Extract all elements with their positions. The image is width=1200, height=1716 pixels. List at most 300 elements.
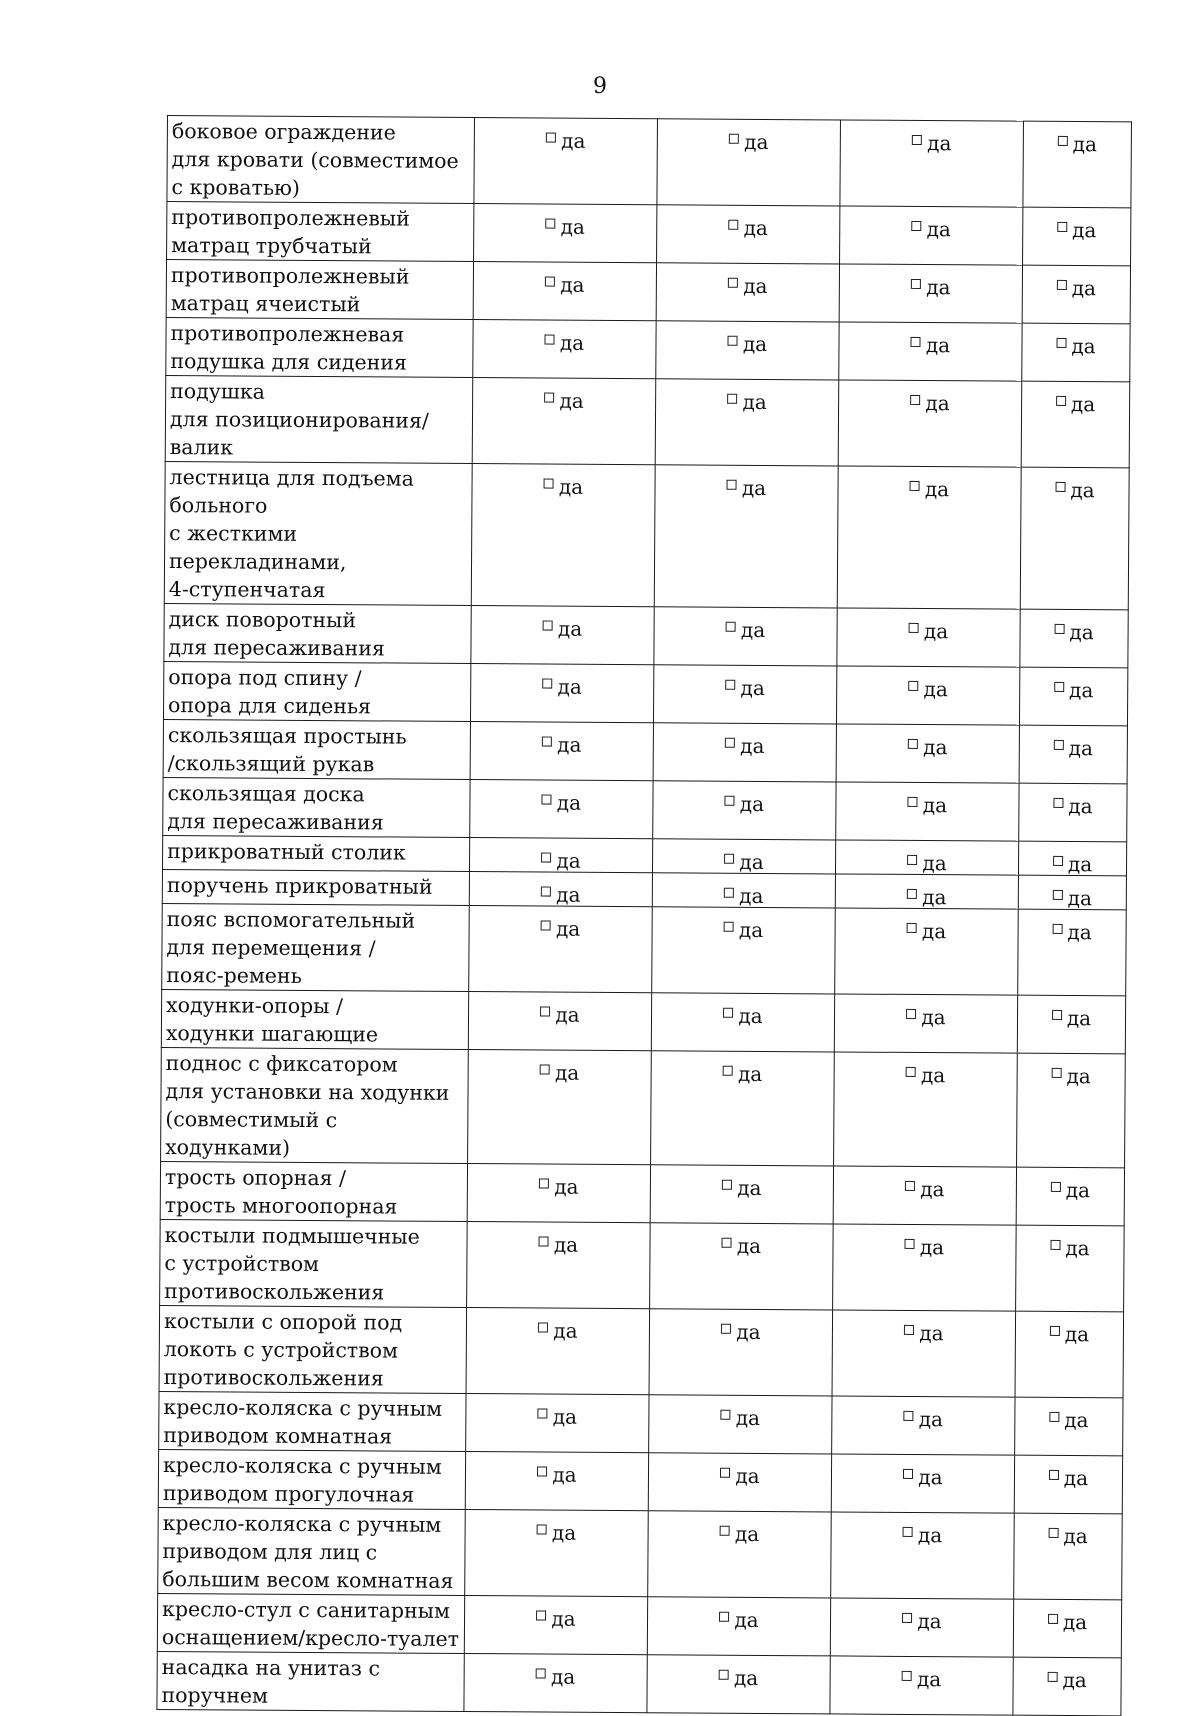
equipment-name: кресло-коляска с ручным приводом для лиц с большим весом комнатная [158,1507,466,1595]
yes-option[interactable] [903,1524,942,1546]
checkbox-icon[interactable] [541,852,551,862]
checkbox-icon[interactable] [905,1239,915,1249]
yes-option[interactable] [1053,853,1092,875]
yes-option[interactable] [721,1321,760,1343]
checkbox-icon[interactable] [907,855,917,865]
checkbox-icon[interactable] [908,797,918,807]
option-cell [470,780,653,839]
equipment-name: подушка для позиционирования/ валик [165,375,473,463]
yes-option[interactable] [910,478,949,500]
yes-label: да [552,1462,577,1487]
yes-option[interactable] [543,676,582,698]
yes-option[interactable] [719,1609,758,1631]
yes-option[interactable] [1050,1323,1089,1345]
yes-option[interactable] [544,390,583,412]
yes-option[interactable] [540,1003,579,1025]
yes-label: да [556,848,581,873]
checkbox-icon[interactable] [727,480,737,490]
yes-label: да [550,1664,576,1689]
yes-label: да [1063,1523,1088,1549]
yes-option[interactable] [539,1175,578,1197]
yes-option[interactable] [541,917,580,939]
yes-option[interactable] [1048,1611,1087,1633]
yes-label: да [1071,334,1096,359]
checkbox-icon[interactable] [1049,1470,1059,1480]
yes-label: да [917,1609,942,1634]
checkbox-icon[interactable] [1056,396,1066,406]
yes-option[interactable] [729,217,768,239]
checkbox-icon[interactable] [540,1064,550,1074]
yes-option[interactable] [908,794,947,816]
equipment-name: ходунки-опоры / ходунки шагающие [161,989,468,1049]
checkbox-icon[interactable] [906,1009,916,1019]
yes-option[interactable] [728,333,767,355]
yes-label: да [920,1177,945,1202]
checkbox-icon[interactable] [544,479,554,489]
yes-option[interactable] [727,391,766,413]
option-cell [656,263,839,322]
yes-label: да [918,1407,944,1432]
option-cell [654,465,838,608]
checkbox-icon[interactable] [1058,136,1068,146]
yes-option[interactable] [537,1521,576,1543]
yes-label: да [918,1465,943,1490]
yes-option[interactable] [538,1319,577,1341]
checkbox-icon[interactable] [537,1524,547,1534]
checkbox-icon[interactable] [910,395,920,405]
option-cell [468,1050,652,1165]
checkbox-icon[interactable] [726,622,736,632]
equipment-table [156,115,1132,1716]
yes-option[interactable] [907,852,946,874]
table-row [163,719,1127,783]
option-cell [469,872,652,907]
checkbox-icon[interactable] [904,1325,914,1335]
yes-option[interactable] [1057,219,1096,241]
yes-option[interactable] [1049,1467,1088,1489]
yes-label: да [560,214,585,239]
yes-option[interactable] [1048,1525,1087,1547]
yes-option[interactable] [1052,921,1091,943]
option-cell [657,119,841,206]
table-row [159,1305,1124,1397]
checkbox-icon[interactable] [1048,1528,1058,1538]
yes-option[interactable] [1049,1409,1088,1431]
option-cell [831,1454,1014,1513]
checkbox-icon[interactable] [725,796,735,806]
yes-label: да [919,1235,945,1260]
yes-option[interactable] [723,1063,762,1085]
yes-label: да [744,129,769,154]
yes-label: да [551,1520,577,1545]
table-row [157,1651,1121,1715]
yes-option[interactable] [546,216,585,238]
option-cell [465,1452,648,1511]
option-cell [469,906,653,993]
yes-option[interactable] [725,735,764,757]
equipment-name: костыли с опорой под локоть с устройством противоскольжения [159,1305,467,1393]
yes-option[interactable] [902,1668,941,1690]
option-cell [1023,207,1131,266]
yes-option[interactable] [1056,393,1095,415]
option-cell [650,1223,834,1310]
option-cell [466,1394,649,1453]
yes-label: да [1062,1609,1088,1635]
yes-option[interactable] [728,275,767,297]
checkbox-icon[interactable] [905,1181,915,1191]
yes-label: да [1065,1235,1090,1261]
checkbox-icon[interactable] [546,219,556,229]
checkbox-icon[interactable] [912,135,922,145]
checkbox-icon[interactable] [727,394,737,404]
yes-label: да [922,851,947,876]
equipment-name: лестница для подъема больного с жесткими перекладинами, 4-ступенчатая [164,461,472,605]
yes-option[interactable] [537,1463,576,1485]
checkbox-icon[interactable] [729,220,739,230]
checkbox-icon[interactable] [911,337,921,347]
yes-option[interactable] [724,851,763,873]
checkbox-icon[interactable] [543,621,553,631]
option-cell [654,607,837,666]
equipment-name: пояс вспомогательный для перемещения / пояс-ремень [162,903,470,991]
checkbox-icon[interactable] [1054,740,1064,750]
yes-label: да [554,1174,579,1199]
option-cell [652,907,836,994]
checkbox-icon[interactable] [1056,338,1066,348]
table-row [158,1507,1123,1599]
option-cell [653,723,836,782]
checkbox-icon[interactable] [542,795,552,805]
yes-option[interactable] [727,477,766,499]
checkbox-icon[interactable] [1054,624,1064,634]
yes-label: да [1069,619,1094,645]
yes-option[interactable] [721,1407,760,1429]
yes-label: да [923,677,948,702]
yes-label: да [926,275,951,300]
checkbox-icon[interactable] [728,336,738,346]
yes-option[interactable] [903,1466,942,1488]
yes-option[interactable] [722,1177,761,1199]
yes-option[interactable] [907,886,946,908]
checkbox-icon[interactable] [539,1178,549,1188]
table-row [158,1449,1122,1513]
checkbox-icon[interactable] [538,1322,548,1332]
yes-option[interactable] [911,334,950,356]
yes-option[interactable] [1054,621,1093,643]
option-cell [1020,467,1129,610]
yes-option[interactable] [1054,737,1093,759]
checkbox-icon[interactable] [720,1526,730,1536]
yes-label: да [739,883,764,908]
yes-option[interactable] [1051,1065,1090,1087]
checkbox-icon[interactable] [536,1610,546,1620]
checkbox-icon[interactable] [544,393,554,403]
yes-option[interactable] [1055,479,1094,501]
checkbox-icon[interactable] [908,739,918,749]
option-cell [831,1512,1015,1599]
yes-option[interactable] [1051,1179,1090,1201]
yes-label: да [1067,851,1093,877]
equipment-name: кресло-стул с санитарным оснащением/кресло-туалет [157,1593,464,1653]
checkbox-icon[interactable] [1054,682,1064,692]
yes-label: да [742,389,767,414]
yes-label: да [926,217,951,242]
yes-label: да [559,388,584,413]
yes-option[interactable] [910,392,949,414]
yes-option[interactable] [906,1064,945,1086]
checkbox-icon[interactable] [909,623,919,633]
equipment-name: боковое ограждение для кровати (совместимое с кроватью) [167,116,475,204]
checkbox-icon[interactable] [538,1408,548,1418]
checkbox-icon[interactable] [719,1612,729,1622]
checkbox-icon[interactable] [902,1613,912,1623]
option-cell [1016,1225,1125,1312]
checkbox-icon[interactable] [1057,222,1067,232]
yes-option[interactable] [906,1006,945,1028]
option-cell [474,118,658,205]
yes-option[interactable] [541,850,580,872]
checkbox-icon[interactable] [721,1324,731,1334]
equipment-name: диск поворотный для пересаживания [164,603,471,663]
checkbox-icon[interactable] [725,738,735,748]
yes-option[interactable] [545,332,584,354]
checkbox-icon[interactable] [1052,1068,1062,1078]
option-cell [466,1308,650,1395]
option-cell [835,908,1019,995]
checkbox-icon[interactable] [1051,1182,1061,1192]
checkbox-icon[interactable] [1048,1614,1058,1624]
checkbox-icon[interactable] [722,1238,732,1248]
checkbox-icon[interactable] [1053,890,1063,900]
yes-option[interactable] [722,1235,761,1257]
yes-option[interactable] [902,1610,941,1632]
yes-option[interactable] [905,1178,944,1200]
yes-option[interactable] [545,274,584,296]
checkbox-icon[interactable] [536,1668,546,1678]
option-cell [653,781,836,840]
option-cell [837,466,1021,609]
checkbox-icon[interactable] [723,1066,733,1076]
option-cell [655,379,839,466]
checkbox-icon[interactable] [541,886,551,896]
equipment-name: прикроватный столик [162,835,469,871]
yes-option[interactable] [904,1408,943,1430]
yes-option[interactable] [1058,133,1097,155]
checkbox-icon[interactable] [543,679,553,689]
option-cell [838,380,1022,467]
option-cell [835,840,1018,875]
checkbox-icon[interactable] [728,278,738,288]
checkbox-icon[interactable] [724,922,734,932]
option-cell [1020,609,1128,668]
checkbox-icon[interactable] [545,335,555,345]
checkbox-icon[interactable] [1050,1240,1060,1250]
yes-option[interactable] [544,476,583,498]
option-cell [647,1597,830,1656]
yes-option[interactable] [726,677,765,699]
yes-option[interactable] [908,736,947,758]
option-cell [832,1310,1016,1397]
yes-option[interactable] [719,1667,758,1689]
yes-option[interactable] [536,1665,575,1687]
yes-option[interactable] [725,793,764,815]
yes-label: да [922,885,947,910]
checkbox-icon[interactable] [539,1236,549,1246]
yes-option[interactable] [538,1405,577,1427]
yes-label: да [919,1321,944,1346]
yes-label: да [1068,793,1093,819]
yes-label: да [925,333,951,358]
equipment-name: скользящая доска для пересаживания [163,777,470,837]
yes-option[interactable] [542,734,581,756]
option-cell [465,1510,649,1597]
checkbox-icon[interactable] [723,1008,733,1018]
page-number: 9 [593,74,607,99]
yes-option[interactable] [907,920,946,942]
yes-option[interactable] [909,620,948,642]
option-cell [473,262,656,321]
checkbox-icon[interactable] [724,854,734,864]
yes-option[interactable] [1047,1669,1086,1691]
yes-option[interactable] [723,1005,762,1027]
option-cell [472,378,656,465]
yes-label: да [561,128,586,153]
yes-option[interactable] [729,131,768,153]
option-cell [836,782,1019,841]
yes-option[interactable] [904,1322,943,1344]
option-cell [653,665,836,724]
yes-option[interactable] [912,218,951,240]
checkbox-icon[interactable] [719,1670,729,1680]
yes-label: да [738,1003,763,1028]
yes-label: да [555,1002,580,1027]
yes-option[interactable] [724,885,763,907]
yes-option[interactable] [541,883,580,905]
yes-option[interactable] [1053,795,1092,817]
checkbox-icon[interactable] [537,1466,547,1476]
checkbox-icon[interactable] [906,1067,916,1077]
yes-label: да [1070,392,1096,417]
yes-label: да [1072,218,1097,243]
option-cell [837,608,1020,667]
checkbox-icon[interactable] [720,1468,730,1478]
option-cell [470,664,653,723]
option-cell [1022,323,1130,382]
checkbox-icon[interactable] [1052,1010,1062,1020]
option-cell [1017,1053,1126,1168]
yes-option[interactable] [542,792,581,814]
option-cell [652,873,835,908]
table-row [164,461,1129,609]
checkbox-icon[interactable] [904,1411,914,1421]
yes-option[interactable] [905,1236,944,1258]
yes-option[interactable] [539,1233,578,1255]
option-cell [839,264,1022,323]
checkbox-icon[interactable] [912,221,922,231]
option-cell [833,1166,1016,1225]
yes-option[interactable] [546,130,585,152]
checkbox-icon[interactable] [540,1006,550,1016]
yes-label: да [551,1606,576,1631]
checkbox-icon[interactable] [1057,280,1067,290]
checkbox-icon[interactable] [722,1180,732,1190]
checkbox-icon[interactable] [909,681,919,691]
option-cell [470,722,653,781]
option-cell [1022,265,1130,324]
yes-label: да [558,474,584,499]
checkbox-icon[interactable] [1055,482,1065,492]
yes-option[interactable] [724,919,763,941]
yes-option[interactable] [543,618,582,640]
yes-option[interactable] [911,276,950,298]
equipment-name: кресло-коляска с ручным приводом комнатная [159,1391,466,1451]
yes-label: да [560,272,585,297]
checkbox-icon[interactable] [1050,1326,1060,1336]
yes-option[interactable] [720,1465,759,1487]
yes-option[interactable] [909,678,948,700]
checkbox-icon[interactable] [541,920,551,930]
yes-label: да [1066,1063,1091,1089]
yes-label: да [1064,1407,1089,1433]
checkbox-icon[interactable] [907,889,917,899]
checkbox-icon[interactable] [910,481,920,491]
checkbox-icon[interactable] [545,277,555,287]
checkbox-icon[interactable] [911,279,921,289]
option-cell [1019,725,1127,784]
checkbox-icon[interactable] [902,1671,912,1681]
yes-option[interactable] [1052,1007,1091,1029]
yes-option[interactable] [1050,1237,1089,1259]
yes-label: да [1068,735,1094,761]
yes-label: да [740,733,765,758]
checkbox-icon[interactable] [546,133,556,143]
checkbox-icon[interactable] [724,888,734,898]
checkbox-icon[interactable] [903,1469,913,1479]
checkbox-icon[interactable] [1053,798,1063,808]
checkbox-icon[interactable] [729,134,739,144]
option-cell [651,1051,835,1166]
option-cell [650,1165,833,1224]
table-row [159,1391,1123,1455]
yes-option[interactable] [1056,335,1095,357]
yes-option[interactable] [726,619,765,641]
checkbox-icon[interactable] [907,923,917,933]
checkbox-icon[interactable] [542,737,552,747]
yes-option[interactable] [1054,679,1093,701]
checkbox-icon[interactable] [726,680,736,690]
yes-option[interactable] [1057,277,1096,299]
yes-option[interactable] [536,1607,575,1629]
yes-option[interactable] [720,1523,759,1545]
option-cell [1017,995,1125,1054]
checkbox-icon[interactable] [1048,1672,1058,1682]
yes-option[interactable] [912,132,951,154]
yes-label: да [556,790,582,815]
checkbox-icon[interactable] [903,1527,913,1537]
yes-label: да [1063,1465,1089,1491]
table-row [163,661,1127,725]
checkbox-icon[interactable] [1049,1412,1059,1422]
checkbox-icon[interactable] [1052,924,1062,934]
yes-label: да [743,215,768,240]
yes-label: да [1069,677,1094,703]
checkbox-icon[interactable] [721,1410,731,1420]
yes-option[interactable] [1053,887,1092,909]
yes-label: да [923,735,948,760]
option-cell [835,874,1018,909]
checkbox-icon[interactable] [1053,856,1063,866]
yes-option[interactable] [540,1061,579,1083]
